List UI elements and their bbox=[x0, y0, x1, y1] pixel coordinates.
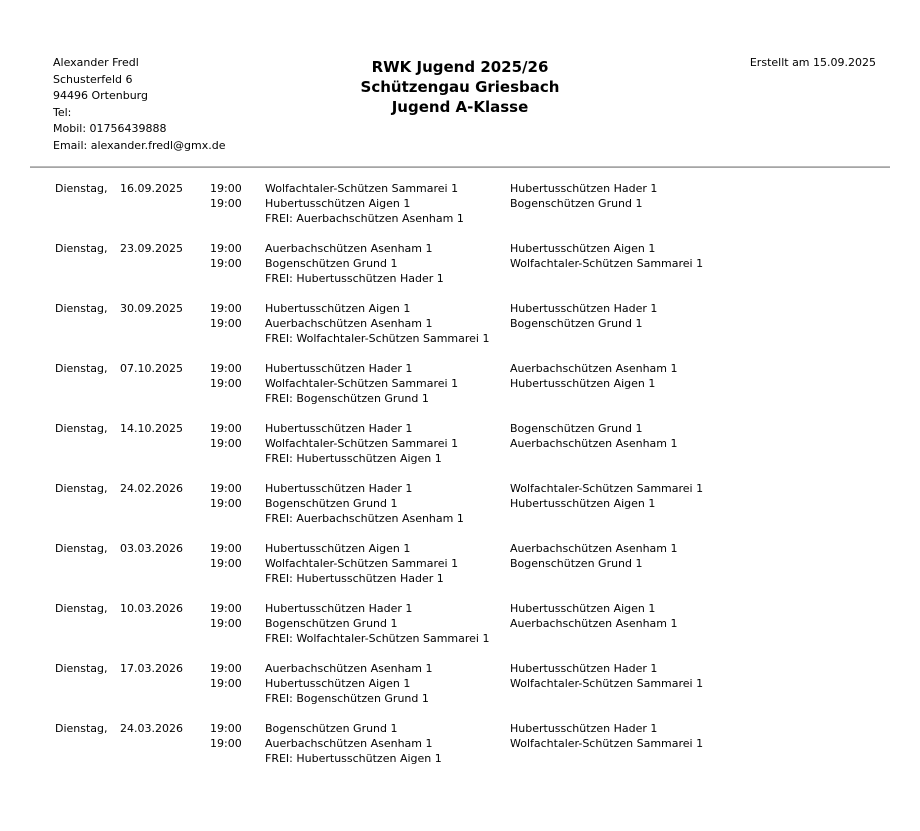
time-cell bbox=[210, 571, 265, 586]
date-cell: 03.03.2026 bbox=[120, 542, 183, 555]
match-line bbox=[55, 301, 890, 316]
time-cell: 19:00 bbox=[210, 362, 242, 375]
contact-street: Schusterfeld 6 bbox=[53, 72, 133, 86]
home-team-cell: Wolfachtaler-Schützen Sammarei 1 bbox=[265, 437, 459, 450]
match-line bbox=[55, 421, 890, 436]
date-cell bbox=[120, 451, 210, 466]
title-competition: RWK Jugend 2025/26 bbox=[371, 58, 549, 76]
date-cell: 24.03.2026 bbox=[120, 722, 183, 735]
title-district: Schützengau Griesbach bbox=[360, 78, 560, 96]
free-team-cell: FREI: Auerbachschützen Asenham 1 bbox=[265, 512, 464, 525]
away-team-cell: Hubertusschützen Hader 1 bbox=[510, 662, 658, 675]
match-line bbox=[55, 601, 890, 616]
free-line bbox=[55, 691, 890, 706]
free-line bbox=[55, 271, 890, 286]
schedule-row bbox=[55, 541, 890, 586]
home-team-cell: Bogenschützen Grund 1 bbox=[265, 257, 398, 270]
away-team-cell: Hubertusschützen Hader 1 bbox=[510, 302, 658, 315]
date-cell bbox=[120, 496, 210, 511]
day-cell bbox=[55, 511, 120, 526]
day-cell bbox=[55, 316, 120, 331]
time-cell bbox=[210, 391, 265, 406]
time-cell: 19:00 bbox=[210, 602, 242, 615]
date-cell bbox=[120, 571, 210, 586]
away-team-cell: Hubertusschützen Aigen 1 bbox=[510, 377, 656, 390]
home-team-cell: Hubertusschützen Aigen 1 bbox=[265, 197, 411, 210]
day-cell bbox=[55, 376, 120, 391]
time-cell bbox=[210, 211, 265, 226]
time-cell: 19:00 bbox=[210, 542, 242, 555]
date-cell bbox=[120, 751, 210, 766]
date-cell bbox=[120, 676, 210, 691]
free-line bbox=[55, 631, 890, 646]
free-line bbox=[55, 511, 890, 526]
home-team-cell: Bogenschützen Grund 1 bbox=[265, 617, 398, 630]
day-cell bbox=[55, 496, 120, 511]
match-line bbox=[55, 196, 890, 211]
free-team-cell: FREI: Bogenschützen Grund 1 bbox=[265, 392, 429, 405]
time-cell: 19:00 bbox=[210, 662, 242, 675]
match-line bbox=[55, 376, 890, 391]
date-cell bbox=[120, 196, 210, 211]
date-cell: 30.09.2025 bbox=[120, 302, 183, 315]
time-cell bbox=[210, 271, 265, 286]
away-team-cell: Bogenschützen Grund 1 bbox=[510, 422, 643, 435]
time-cell: 19:00 bbox=[210, 497, 242, 510]
away-team-cell: Auerbachschützen Asenham 1 bbox=[510, 362, 678, 375]
free-line bbox=[55, 211, 890, 226]
day-cell bbox=[55, 691, 120, 706]
match-line bbox=[55, 181, 890, 196]
day-cell bbox=[55, 751, 120, 766]
match-line bbox=[55, 721, 890, 736]
time-cell: 19:00 bbox=[210, 182, 242, 195]
date-cell bbox=[120, 511, 210, 526]
match-line bbox=[55, 316, 890, 331]
date-cell bbox=[120, 331, 210, 346]
schedule-row bbox=[55, 361, 890, 406]
away-team-cell: Bogenschützen Grund 1 bbox=[510, 197, 643, 210]
home-team-cell: Auerbachschützen Asenham 1 bbox=[265, 242, 433, 255]
day-cell bbox=[55, 616, 120, 631]
time-cell: 19:00 bbox=[210, 257, 242, 270]
day-cell: Dienstag, bbox=[55, 722, 108, 735]
home-team-cell: Hubertusschützen Hader 1 bbox=[265, 422, 413, 435]
match-line bbox=[55, 556, 890, 571]
day-cell bbox=[55, 436, 120, 451]
schedule-row bbox=[55, 181, 890, 226]
free-team-cell: FREI: Hubertusschützen Hader 1 bbox=[265, 572, 444, 585]
day-cell: Dienstag, bbox=[55, 242, 108, 255]
match-line bbox=[55, 676, 890, 691]
day-cell: Dienstag, bbox=[55, 182, 108, 195]
time-cell bbox=[210, 511, 265, 526]
home-team-cell: Hubertusschützen Hader 1 bbox=[265, 602, 413, 615]
away-team-cell: Bogenschützen Grund 1 bbox=[510, 317, 643, 330]
day-cell bbox=[55, 631, 120, 646]
day-cell bbox=[55, 256, 120, 271]
away-team-cell: Wolfachtaler-Schützen Sammarei 1 bbox=[510, 737, 704, 750]
match-line bbox=[55, 256, 890, 271]
day-cell bbox=[55, 571, 120, 586]
free-line bbox=[55, 331, 890, 346]
date-cell bbox=[120, 211, 210, 226]
day-cell: Dienstag, bbox=[55, 362, 108, 375]
schedule-row bbox=[55, 661, 890, 706]
time-cell: 19:00 bbox=[210, 242, 242, 255]
free-line bbox=[55, 571, 890, 586]
time-cell bbox=[210, 331, 265, 346]
home-team-cell: Wolfachtaler-Schützen Sammarei 1 bbox=[265, 557, 459, 570]
away-team-cell: Hubertusschützen Aigen 1 bbox=[510, 242, 656, 255]
match-line bbox=[55, 481, 890, 496]
match-line bbox=[55, 616, 890, 631]
contact-email: Email: alexander.fredl@gmx.de bbox=[53, 138, 226, 152]
free-team-cell: FREI: Hubertusschützen Hader 1 bbox=[265, 272, 444, 285]
date-cell bbox=[120, 736, 210, 751]
match-line bbox=[55, 436, 890, 451]
time-cell: 19:00 bbox=[210, 377, 242, 390]
time-cell: 19:00 bbox=[210, 482, 242, 495]
day-cell: Dienstag, bbox=[55, 422, 108, 435]
away-team-cell: Bogenschützen Grund 1 bbox=[510, 557, 643, 570]
away-team-cell: Auerbachschützen Asenham 1 bbox=[510, 617, 678, 630]
contact-city: 94496 Ortenburg bbox=[53, 89, 148, 102]
time-cell: 19:00 bbox=[210, 302, 242, 315]
home-team-cell: Hubertusschützen Aigen 1 bbox=[265, 302, 411, 315]
schedule-row bbox=[55, 721, 890, 766]
day-cell: Dienstag, bbox=[55, 662, 108, 675]
day-cell bbox=[55, 196, 120, 211]
schedule-row bbox=[55, 301, 890, 346]
date-cell bbox=[120, 691, 210, 706]
away-team-cell: Wolfachtaler-Schützen Sammarei 1 bbox=[510, 257, 704, 270]
day-cell: Dienstag, bbox=[55, 482, 108, 495]
home-team-cell: Bogenschützen Grund 1 bbox=[265, 722, 398, 735]
away-team-cell: Hubertusschützen Hader 1 bbox=[510, 722, 658, 735]
day-cell: Dienstag, bbox=[55, 542, 108, 555]
away-team-cell: Hubertusschützen Aigen 1 bbox=[510, 602, 656, 615]
time-cell: 19:00 bbox=[210, 422, 242, 435]
home-team-cell: Wolfachtaler-Schützen Sammarei 1 bbox=[265, 377, 459, 390]
day-cell bbox=[55, 736, 120, 751]
free-team-cell: FREI: Bogenschützen Grund 1 bbox=[265, 692, 429, 705]
free-line bbox=[55, 751, 890, 766]
day-cell bbox=[55, 391, 120, 406]
day-cell bbox=[55, 331, 120, 346]
home-team-cell: Wolfachtaler-Schützen Sammarei 1 bbox=[265, 182, 459, 195]
away-team-cell: Wolfachtaler-Schützen Sammarei 1 bbox=[510, 482, 704, 495]
home-team-cell: Hubertusschützen Hader 1 bbox=[265, 482, 413, 495]
day-cell: Dienstag, bbox=[55, 602, 108, 615]
time-cell: 19:00 bbox=[210, 737, 242, 750]
time-cell: 19:00 bbox=[210, 677, 242, 690]
home-team-cell: Hubertusschützen Aigen 1 bbox=[265, 677, 411, 690]
schedule-table bbox=[0, 181, 920, 781]
free-line bbox=[55, 451, 890, 466]
day-cell bbox=[55, 271, 120, 286]
free-team-cell: FREI: Wolfachtaler-Schützen Sammarei 1 bbox=[265, 632, 490, 645]
time-cell bbox=[210, 631, 265, 646]
away-team-cell: Wolfachtaler-Schützen Sammarei 1 bbox=[510, 677, 704, 690]
time-cell bbox=[210, 751, 265, 766]
free-team-cell: FREI: Hubertusschützen Aigen 1 bbox=[265, 452, 442, 465]
date-cell: 17.03.2026 bbox=[120, 662, 183, 675]
match-line bbox=[55, 661, 890, 676]
time-cell: 19:00 bbox=[210, 437, 242, 450]
date-cell bbox=[120, 616, 210, 631]
time-cell: 19:00 bbox=[210, 317, 242, 330]
time-cell: 19:00 bbox=[210, 617, 242, 630]
away-team-cell: Auerbachschützen Asenham 1 bbox=[510, 542, 678, 555]
date-cell bbox=[120, 631, 210, 646]
contact-tel: Tel: bbox=[53, 105, 72, 119]
away-team-cell: Hubertusschützen Aigen 1 bbox=[510, 497, 656, 510]
home-team-cell: Auerbachschützen Asenham 1 bbox=[265, 662, 433, 675]
day-cell: Dienstag, bbox=[55, 302, 108, 315]
match-line bbox=[55, 541, 890, 556]
date-cell: 16.09.2025 bbox=[120, 182, 183, 195]
match-line bbox=[55, 496, 890, 511]
free-team-cell: FREI: Wolfachtaler-Schützen Sammarei 1 bbox=[265, 332, 490, 345]
schedule-row bbox=[55, 421, 890, 466]
date-cell bbox=[120, 316, 210, 331]
match-line bbox=[55, 736, 890, 751]
date-cell bbox=[120, 556, 210, 571]
day-cell bbox=[55, 211, 120, 226]
schedule-row bbox=[55, 241, 890, 286]
date-cell bbox=[120, 256, 210, 271]
free-team-cell: FREI: Hubertusschützen Aigen 1 bbox=[265, 752, 442, 765]
date-cell bbox=[120, 376, 210, 391]
contact-mobile: Mobil: 01756439888 bbox=[53, 122, 167, 135]
free-line bbox=[55, 391, 890, 406]
home-team-cell: Hubertusschützen Aigen 1 bbox=[265, 542, 411, 555]
day-cell bbox=[55, 556, 120, 571]
time-cell: 19:00 bbox=[210, 722, 242, 735]
home-team-cell: Hubertusschützen Hader 1 bbox=[265, 362, 413, 375]
date-cell bbox=[120, 391, 210, 406]
date-cell bbox=[120, 436, 210, 451]
home-team-cell: Auerbachschützen Asenham 1 bbox=[265, 737, 433, 750]
day-cell bbox=[55, 676, 120, 691]
time-cell: 19:00 bbox=[210, 197, 242, 210]
date-cell: 14.10.2025 bbox=[120, 422, 183, 435]
schedule-row bbox=[55, 601, 890, 646]
away-team-cell: Auerbachschützen Asenham 1 bbox=[510, 437, 678, 450]
time-cell bbox=[210, 451, 265, 466]
date-cell: 23.09.2025 bbox=[120, 242, 183, 255]
time-cell bbox=[210, 691, 265, 706]
date-cell: 10.03.2026 bbox=[120, 602, 183, 615]
header-divider bbox=[30, 166, 890, 168]
date-cell bbox=[120, 271, 210, 286]
time-cell: 19:00 bbox=[210, 557, 242, 570]
day-cell bbox=[55, 451, 120, 466]
home-team-cell: Auerbachschützen Asenham 1 bbox=[265, 317, 433, 330]
contact-name: Alexander Fredl bbox=[53, 56, 139, 69]
created-date: Erstellt am 15.09.2025 bbox=[749, 56, 876, 69]
match-line bbox=[55, 361, 890, 376]
away-team-cell: Hubertusschützen Hader 1 bbox=[510, 182, 658, 195]
date-cell: 24.02.2026 bbox=[120, 482, 183, 495]
free-team-cell: FREI: Auerbachschützen Asenham 1 bbox=[265, 212, 464, 225]
date-cell: 07.10.2025 bbox=[120, 362, 183, 375]
schedule-row bbox=[55, 481, 890, 526]
title-class: Jugend A-Klasse bbox=[391, 98, 529, 116]
home-team-cell: Bogenschützen Grund 1 bbox=[265, 497, 398, 510]
match-line bbox=[55, 241, 890, 256]
